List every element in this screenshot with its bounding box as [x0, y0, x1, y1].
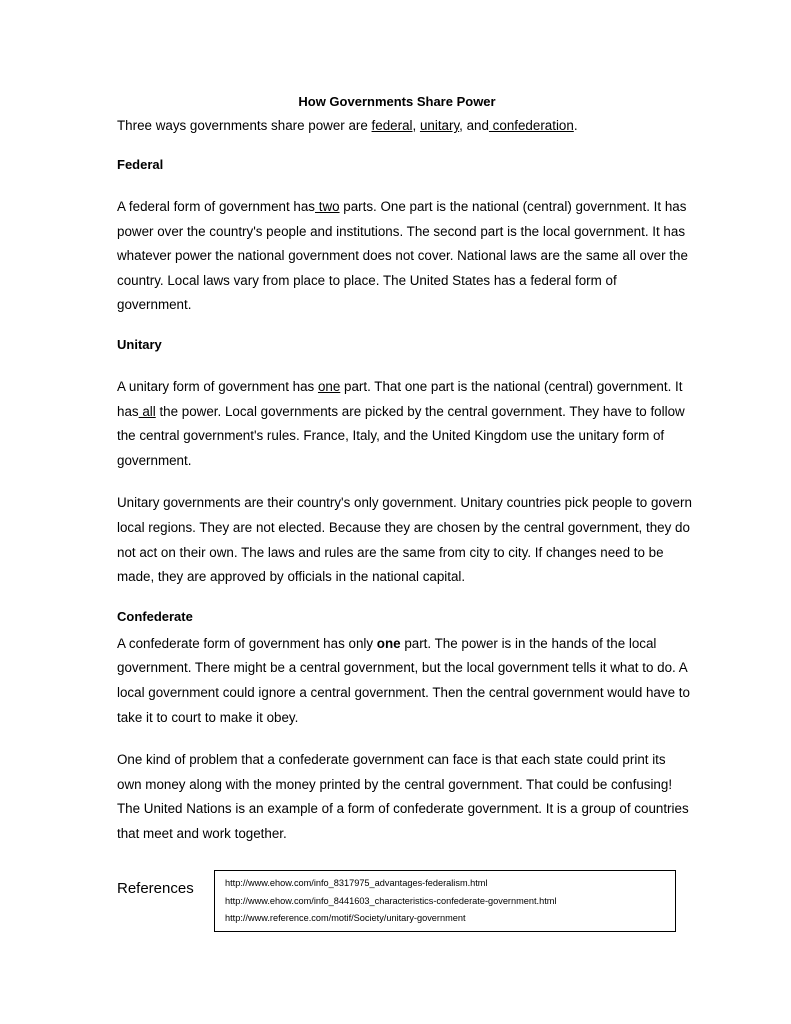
federal-two-emphasis: two — [315, 199, 340, 214]
reference-link[interactable]: http://www.ehow.com/info_8441603_characteristics-confederate-government.html — [225, 895, 557, 906]
references-label: References — [117, 880, 194, 897]
unitary-text-a: A unitary form of government has — [117, 378, 318, 394]
unitary-paragraph-2: Unitary governments are their country's only government. Unitary countries pick people to govern local regions. They are not elected. Because they are chosen by the central government, they do not act on their own. The laws and rules are the same from city to city. If changes need to be made, they are approved by officials in the national capital. — [117, 495, 692, 585]
unitary-term: unitary — [419, 118, 460, 133]
confederate-heading: Confederate — [117, 608, 193, 624]
intro-sep1: , — [412, 118, 420, 133]
confederate-one-emphasis: one — [376, 635, 401, 651]
reference-link[interactable]: http://www.ehow.com/info_8317975_advantages-federalism.html — [225, 878, 488, 888]
unitary-heading: Unitary — [117, 336, 162, 352]
confederation-term: confederation — [488, 118, 574, 133]
intro-lead: Three ways governments share power are — [117, 118, 372, 133]
unitary-one-emphasis: one — [317, 378, 341, 394]
federal-paragraph — [117, 195, 692, 318]
document-body — [117, 93, 692, 846]
unitary-all-emphasis: all — [138, 403, 156, 419]
unitary-text-c: the power. Local governments are picked by the central government. They have to follow the central government's rules. France, Italy, and the United Kingdom use the unitary form of government. — [117, 403, 685, 468]
unitary-text-b: part. That one part is the national (central) government. It has — [117, 378, 683, 419]
confederate-text-a: A confederate form of government has only — [117, 635, 377, 651]
references-box — [214, 870, 676, 932]
intro-paragraph — [117, 116, 692, 136]
federal-text-b: parts. One part is the national (central) government. It has power over the country's people and institutions. The second part is the local government. It has whatever power the national government does not cover. National laws are the same all over the country. Local laws vary from place to place. The United States has a federal form of government. — [117, 199, 688, 313]
confederate-paragraph-1 — [117, 632, 692, 730]
intro-end: . — [573, 118, 578, 133]
federal-term: federal — [371, 118, 413, 133]
federal-heading: Federal — [117, 157, 164, 172]
unitary-paragraph-1 — [117, 375, 692, 473]
reference-link[interactable]: http://www.reference.com/motif/Society/unitary-government — [225, 913, 466, 923]
federal-text-a: A federal form of government has — [117, 199, 315, 214]
confederate-text-b: part. The power is in the hands of the local government. There might be a central government, but the local government tells it what to do. A local government could ignore a central government. Then the central government would have to take it to court to make it obey. — [117, 635, 690, 725]
intro-sep2: , and — [459, 118, 489, 133]
confederate-paragraph-2: One kind of problem that a confederate government can face is that each state could print its own money along with the money printed by the central government. That could be confusing! The United Nations is an example of a form of confederate government. It is a group of countries that meet and work together. — [117, 752, 689, 841]
page-title: How Governments Share Power — [298, 94, 496, 109]
